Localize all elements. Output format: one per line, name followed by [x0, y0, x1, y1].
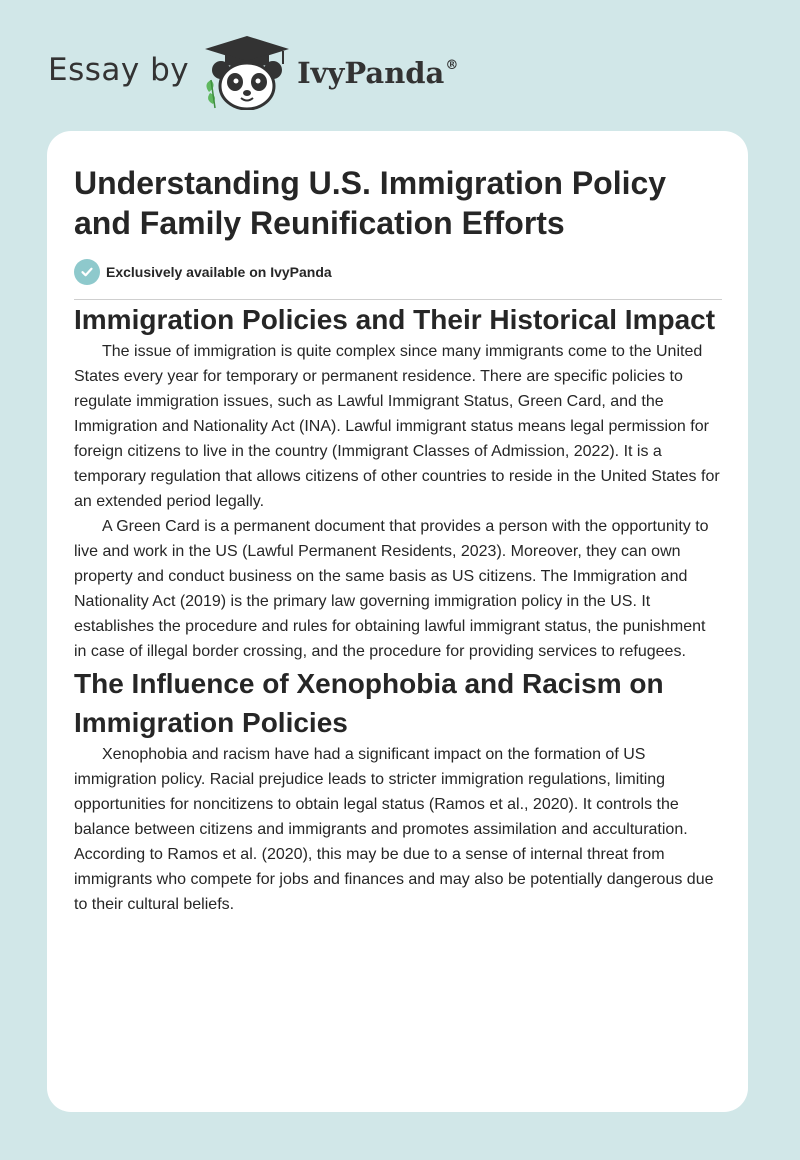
brand-wordmark — [297, 56, 458, 90]
section-heading: The Influence of Xenophobia and Racism on Immigration Policies — [74, 668, 664, 738]
site-header — [48, 34, 458, 110]
section-heading: Immigration Policies and Their Historical Impact — [74, 304, 716, 335]
check-icon — [74, 259, 100, 285]
registered-mark: ® — [445, 58, 459, 73]
essay-by-label: Essay by — [48, 52, 190, 88]
paragraph: Xenophobia and racism have had a significant impact on the formation of US immigration policy. Racial prejudice leads to stricter immigration regulations, limiting opportunities for noncitizens to obtain legal status (Ramos et al., 2020). It controls the balance between citizens and immigrants and promotes assimilation and acculturation. According to Ramos et al. (2020), this may be due to a sense of internal threat from immigrants who compete for jobs and finances and may also be potentially dangerous due to their cultural beliefs. — [74, 746, 714, 913]
panda-graduate-icon — [201, 34, 293, 110]
paragraph: The issue of immigration is quite complex since many immigrants come to the United States every year for temporary or permanent residence. There are specific policies to regulate immigration issues, such as Lawful Immigrant Status, Green Card, and the Immigration and Nationality Act (INA). Lawful immigrant status means legal permission for foreign citizens to live in the country (Immigrant Classes of Admission, 2022). It is a temporary regulation that allows citizens of other countries to reside in the United States for an extended period legally. — [74, 343, 720, 510]
page-title: Understanding U.S. Immigration Policy and Family Reunification Efforts — [74, 165, 667, 241]
essay-card — [47, 131, 748, 1112]
paragraph: A Green Card is a permanent document that provides a person with the opportunity to live and work in the US (Lawful Permanent Residents, 2023). Moreover, they can own property and conduct business on the same basis as US citizens. The Immigration and Nationality Act (2019) is the primary law governing immigration policy in the US. It establishes the procedure and rules for obtaining lawful immigrant status, the punishment in case of illegal border crossing, and the procedure for providing services to refugees. — [74, 518, 709, 660]
brand-name: IvyPanda — [297, 56, 445, 90]
exclusive-label: Exclusively available on IvyPanda — [106, 264, 332, 280]
exclusive-badge — [74, 259, 722, 285]
